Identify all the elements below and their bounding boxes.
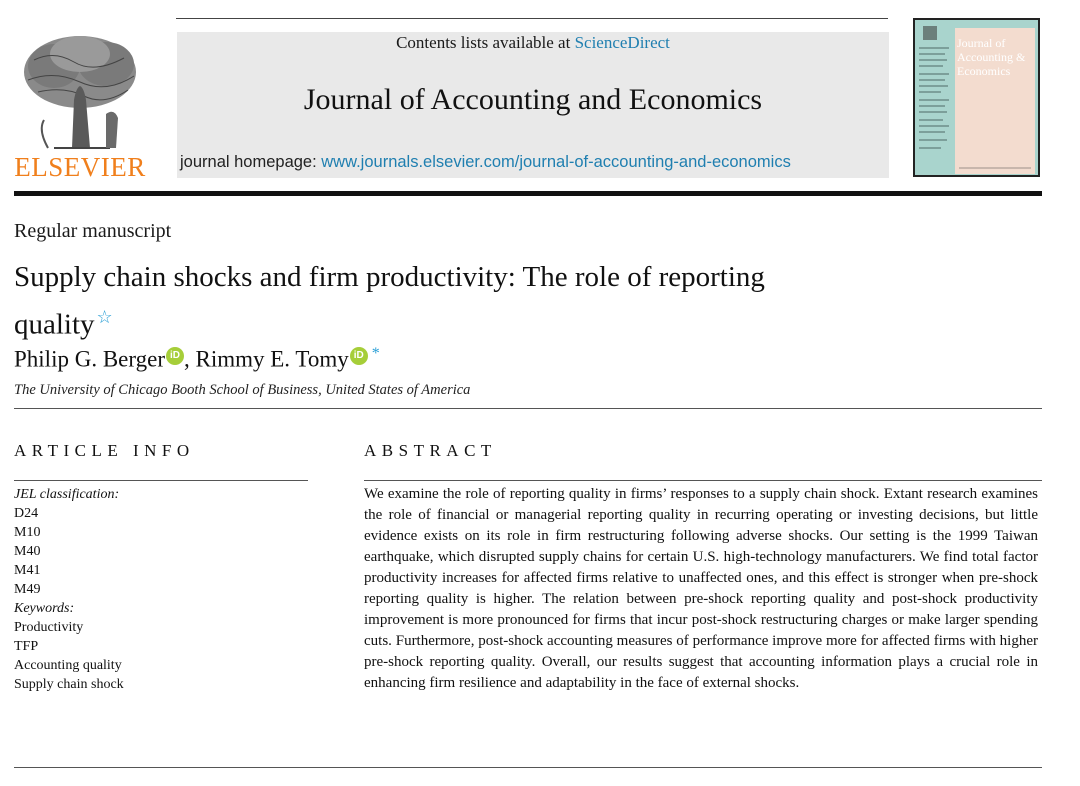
author-separator: , xyxy=(183,346,196,372)
divider xyxy=(364,480,1042,481)
journal-title: Journal of Accounting and Economics xyxy=(303,83,763,116)
keyword: Productivity xyxy=(14,620,84,635)
article-info-heading: ARTICLE INFO xyxy=(14,441,195,460)
divider xyxy=(14,408,1042,409)
article-type: Regular manuscript xyxy=(14,220,172,242)
contents-line xyxy=(177,33,889,53)
journal-cover-thumbnail[interactable] xyxy=(913,18,1040,177)
jel-code: M49 xyxy=(14,582,41,597)
affiliation: The University of Chicago Booth School of Business, United States of America xyxy=(14,382,471,398)
homepage-link[interactable]: www.journals.elsevier.com/journal-of-accounting-and-economics xyxy=(321,153,791,171)
orcid-icon[interactable]: iD xyxy=(166,347,184,365)
article-title xyxy=(14,257,894,345)
sciencedirect-link[interactable]: ScienceDirect xyxy=(574,33,670,52)
title-line-2: quality xyxy=(14,308,95,341)
title-footnote-star-icon[interactable]: ☆ xyxy=(96,307,113,327)
author-name[interactable]: Rimmy E. Tomy xyxy=(195,346,349,372)
orcid-icon[interactable]: iD xyxy=(350,347,368,365)
footer-rule xyxy=(14,767,1042,768)
jel-label: JEL classification: xyxy=(14,487,120,502)
corresponding-author-mark[interactable]: * xyxy=(371,345,380,362)
article-info-list xyxy=(14,485,124,694)
cover-title: Journal of Accounting & Economics xyxy=(957,36,1026,78)
header-top-rule xyxy=(176,18,888,19)
keyword: Supply chain shock xyxy=(14,677,124,692)
author-name[interactable]: Philip G. Berger xyxy=(14,346,165,372)
keywords-label: Keywords: xyxy=(14,601,75,616)
keyword: TFP xyxy=(14,639,39,654)
contents-prefix: Contents lists available at xyxy=(396,33,575,52)
header-bottom-rule xyxy=(14,191,1042,196)
jel-code: M40 xyxy=(14,544,41,559)
jel-code: M10 xyxy=(14,525,41,540)
title-line-1: Supply chain shocks and firm productivity: The role of reporting xyxy=(14,261,765,293)
abstract-text: We examine the role of reporting quality in firms’ responses to a supply chain shock. Extant research examines the role of financial or managerial reporting quality in recurring operating or investing decisions, but little evidence exists on its role in firm restructuring following adverse shocks. Our setting is the 1999 Taiwan earthquake, which disrupted supply chains for certain U.S. high-technology manufacturers. We find total factor productivity increases for affected firms relative to unaffected ones, and this effect is stronger when pre-shock reporting quality is higher. The relation between pre-shock reporting quality and post-shock productivity improvement is more pronounced for firms that incur post-shock restructuring charges or make larger spending cuts. Furthermore, post-shock accounting measures of performance improve more for affected firms with higher pre-shock reporting quality. Overall, our results suggest that accounting information plays a crucial role in enhancing firm resilience and adaptability in the face of external shocks. xyxy=(364,486,1038,691)
elsevier-wordmark[interactable]: ELSEVIER xyxy=(14,152,146,182)
author-list xyxy=(14,345,380,373)
jel-code: M41 xyxy=(14,563,41,578)
abstract-heading: ABSTRACT xyxy=(364,441,497,460)
divider xyxy=(14,480,308,481)
homepage-label: journal homepage: xyxy=(180,153,322,171)
jel-code: D24 xyxy=(14,506,39,521)
journal-homepage-line xyxy=(180,153,791,172)
keyword: Accounting quality xyxy=(14,658,122,673)
